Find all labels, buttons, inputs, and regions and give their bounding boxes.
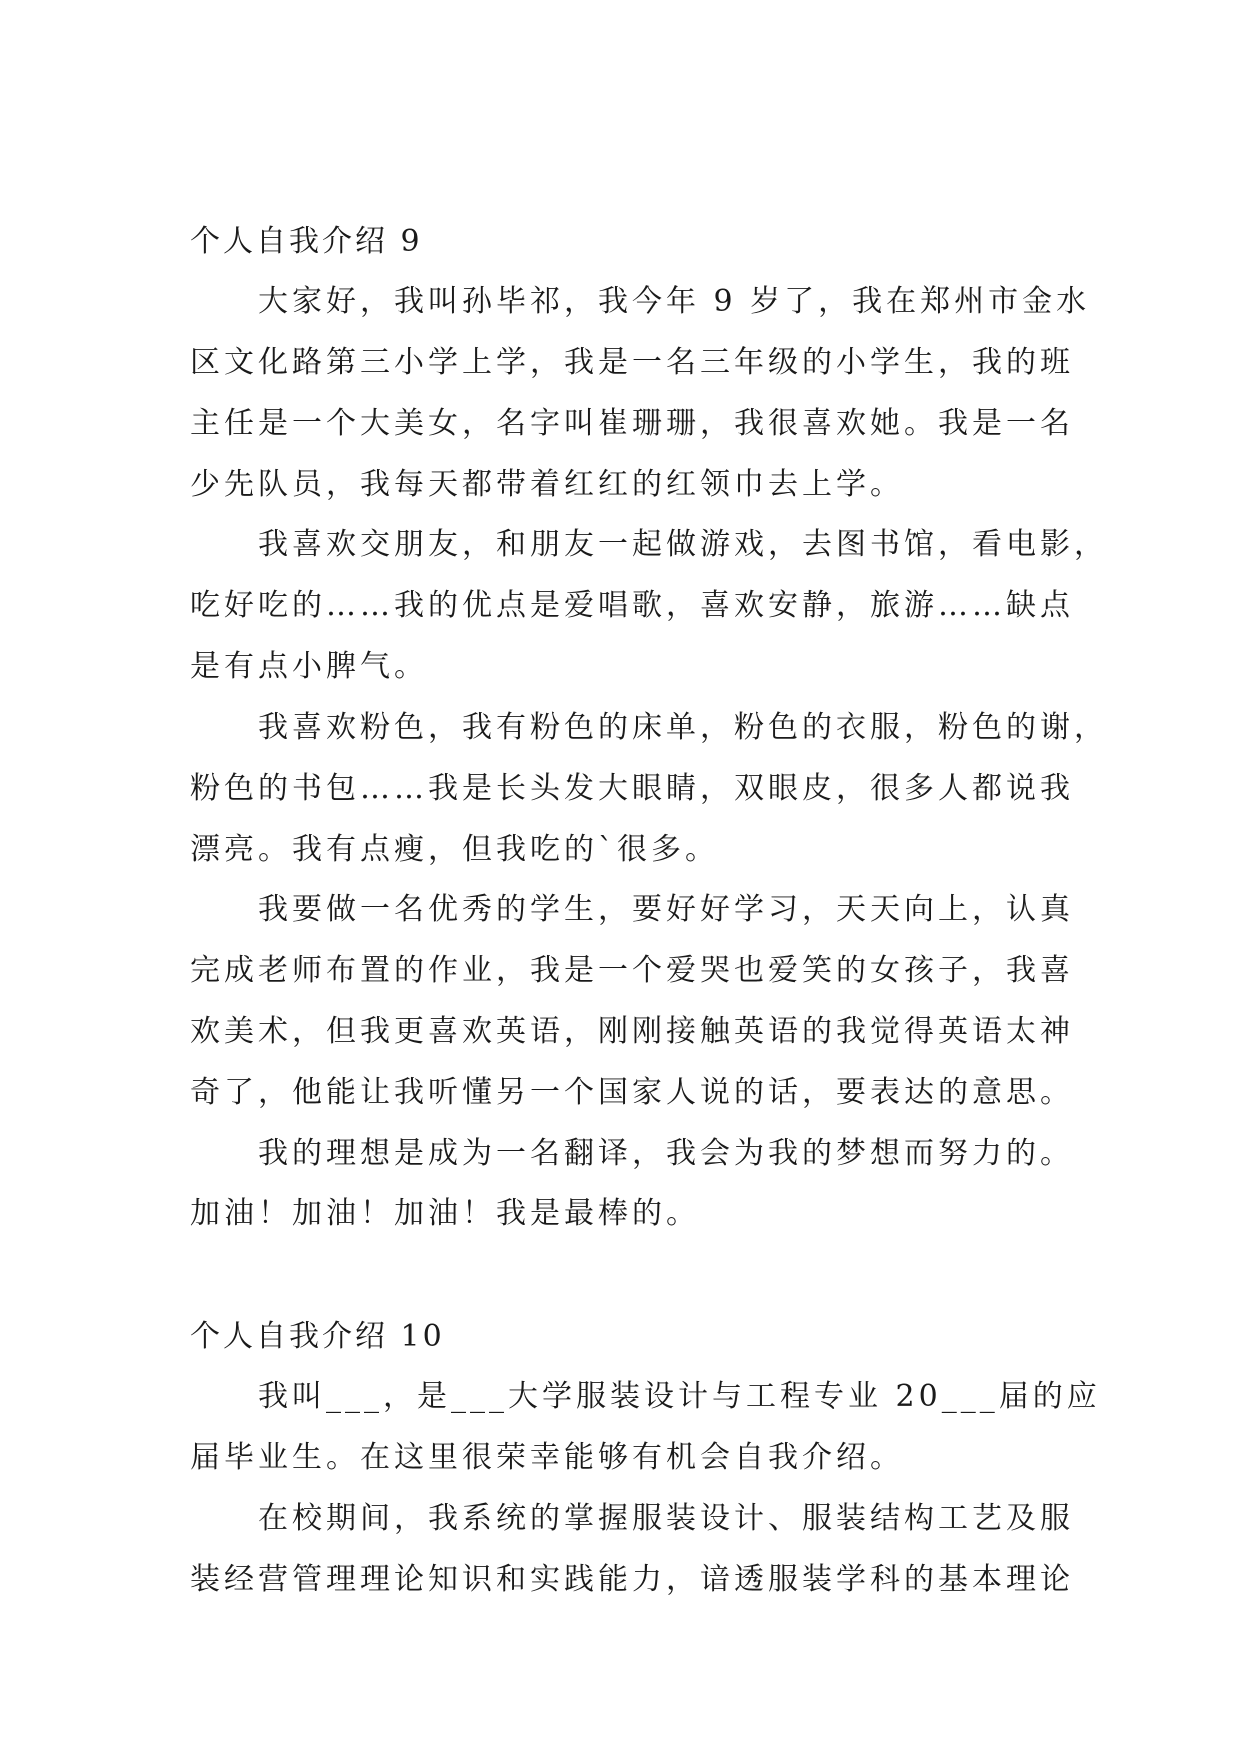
- paragraph-line: 大家好，我叫孙毕祁，我今年 9 岁了，我在郑州市金水: [258, 284, 1091, 319]
- paragraph-line: 我的理想是成为一名翻译，我会为我的梦想而努力的。: [258, 1136, 1074, 1171]
- paragraph-line: 完成老师布置的作业，我是一个爱哭也爱笑的女孩子，我喜: [190, 953, 1074, 988]
- paragraph-line: 我叫___，是___大学服装设计与工程专业 20___届的应: [258, 1379, 1101, 1414]
- paragraph-line: 漂亮。我有点瘦，但我吃的`很多。: [190, 832, 719, 867]
- paragraph-line: 我要做一名优秀的学生，要好好学习，天天向上，认真: [258, 892, 1074, 927]
- paragraph-line: 我喜欢粉色，我有粉色的床单，粉色的衣服，粉色的谢，: [258, 710, 1108, 745]
- paragraph-line: 区文化路第三小学上学，我是一名三年级的小学生，我的班: [190, 345, 1074, 380]
- paragraph-line: 届毕业生。在这里很荣幸能够有机会自我介绍。: [190, 1440, 904, 1475]
- section-heading-10: 个人自我介绍 10: [190, 1319, 445, 1354]
- paragraph-line: 吃好吃的……我的优点是爱唱歌，喜欢安静，旅游……缺点: [190, 588, 1074, 623]
- paragraph-line: 粉色的书包……我是长头发大眼睛，双眼皮，很多人都说我: [190, 771, 1074, 806]
- paragraph-line: 装经营管理理论知识和实践能力，谙透服装学科的基本理论: [190, 1562, 1074, 1597]
- section-heading-9: 个人自我介绍 9: [190, 224, 423, 259]
- paragraph-line: 主任是一个大美女，名字叫崔珊珊，我很喜欢她。我是一名: [190, 406, 1074, 441]
- paragraph-line: 欢美术，但我更喜欢英语，刚刚接触英语的我觉得英语太神: [190, 1014, 1074, 1049]
- paragraph-line: 奇了，他能让我听懂另一个国家人说的话，要表达的意思。: [190, 1075, 1074, 1110]
- paragraph-line: 在校期间，我系统的掌握服装设计、服装结构工艺及服: [258, 1501, 1074, 1536]
- paragraph-line: 少先队员，我每天都带着红红的红领巾去上学。: [190, 467, 904, 502]
- paragraph-line: 加油！加油！加油！我是最棒的。: [190, 1196, 700, 1231]
- paragraph-line: 我喜欢交朋友，和朋友一起做游戏，去图书馆，看电影，: [258, 527, 1108, 562]
- paragraph-line: 是有点小脾气。: [190, 649, 428, 684]
